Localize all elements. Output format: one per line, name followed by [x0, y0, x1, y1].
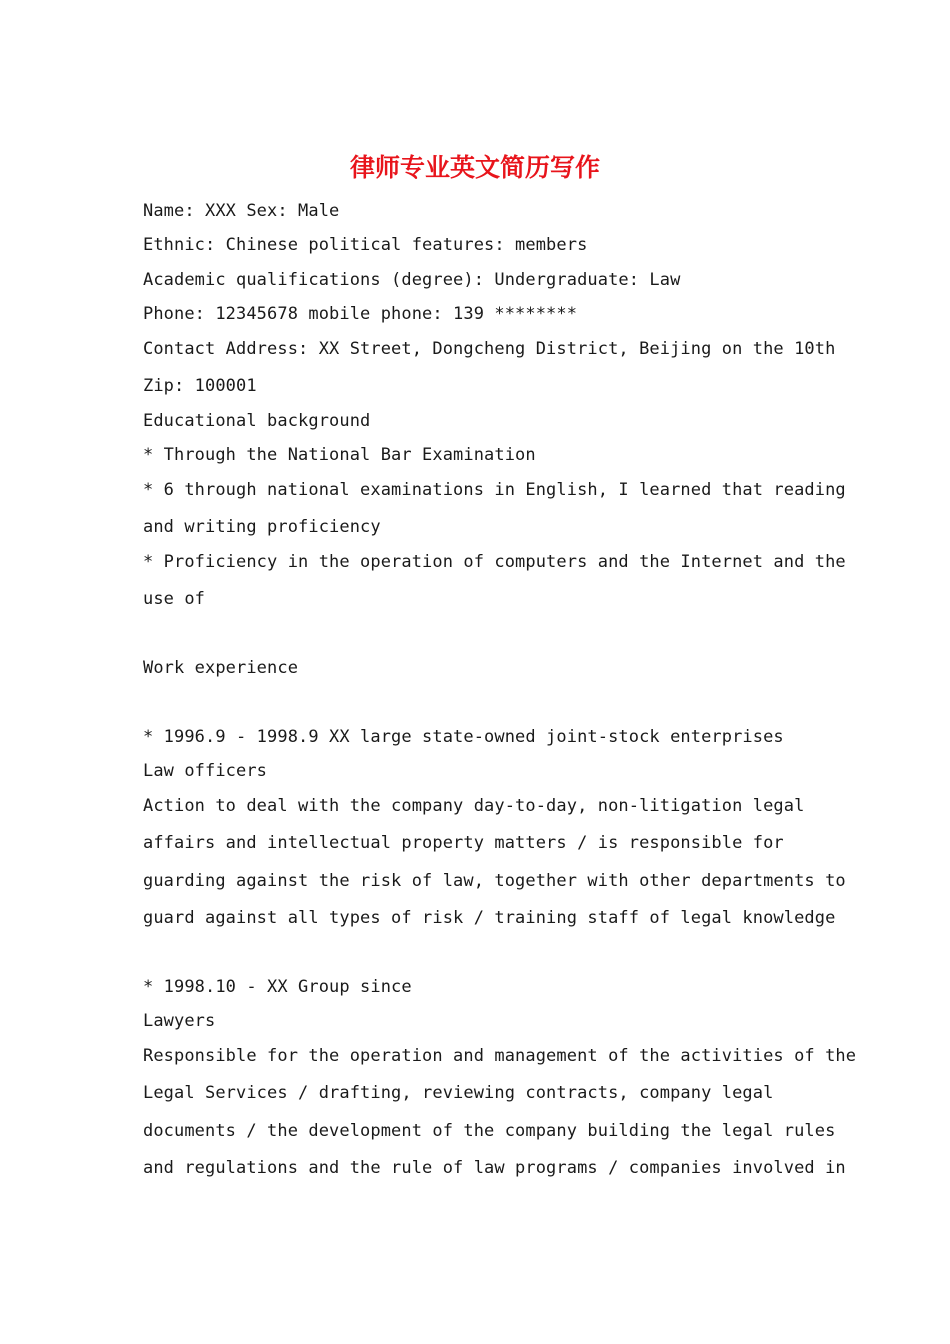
resume-line-phone: Phone: 12345678 mobile phone: 139 ******** — [143, 304, 578, 324]
education-item: * 6 through national examinations in English, I learned that reading — [143, 480, 846, 500]
education-item: * Proficiency in the operation of computers and the Internet and the — [143, 552, 846, 572]
work-item-role: Law officers — [143, 761, 268, 781]
work-item-description: Responsible for the operation and management of the activities of the — [143, 1046, 857, 1066]
document-title: 律师专业英文简历写作 — [349, 153, 600, 182]
section-heading-work-experience: Work experience — [143, 658, 299, 678]
resume-line-ethnic: Ethnic: Chinese political features: members — [143, 235, 588, 255]
work-item-description: affairs and intellectual property matters / is responsible for — [143, 833, 784, 853]
resume-line-qualifications: Academic qualifications (degree): Undergraduate: Law — [143, 270, 681, 290]
work-item-period: * 1996.9 - 1998.9 XX large state-owned joint-stock enterprises — [143, 727, 784, 747]
work-item-description: Legal Services / drafting, reviewing contracts, company legal — [143, 1083, 774, 1103]
work-item-description: guard against all types of risk / training staff of legal knowledge — [143, 908, 836, 928]
work-item-description: documents / the development of the company building the legal rules — [143, 1121, 836, 1141]
work-item-role: Lawyers — [143, 1011, 216, 1031]
resume-line-name-sex: Name: XXX Sex: Male — [143, 201, 340, 221]
resume-line-address: Contact Address: XX Street, Dongcheng District, Beijing on the 10th — [143, 339, 836, 359]
section-heading-education: Educational background — [143, 411, 371, 431]
work-item-description: Action to deal with the company day-to-day, non-litigation legal — [143, 796, 805, 816]
work-item-description: and regulations and the rule of law programs / companies involved in — [143, 1158, 846, 1178]
work-item-description: guarding against the risk of law, together with other departments to — [143, 871, 846, 891]
education-item-continued: and writing proficiency — [143, 517, 381, 537]
education-item: * Through the National Bar Examination — [143, 445, 536, 465]
resume-line-zip: Zip: 100001 — [143, 376, 257, 396]
work-item-period: * 1998.10 - XX Group since — [143, 977, 412, 997]
education-item-continued: use of — [143, 589, 206, 609]
